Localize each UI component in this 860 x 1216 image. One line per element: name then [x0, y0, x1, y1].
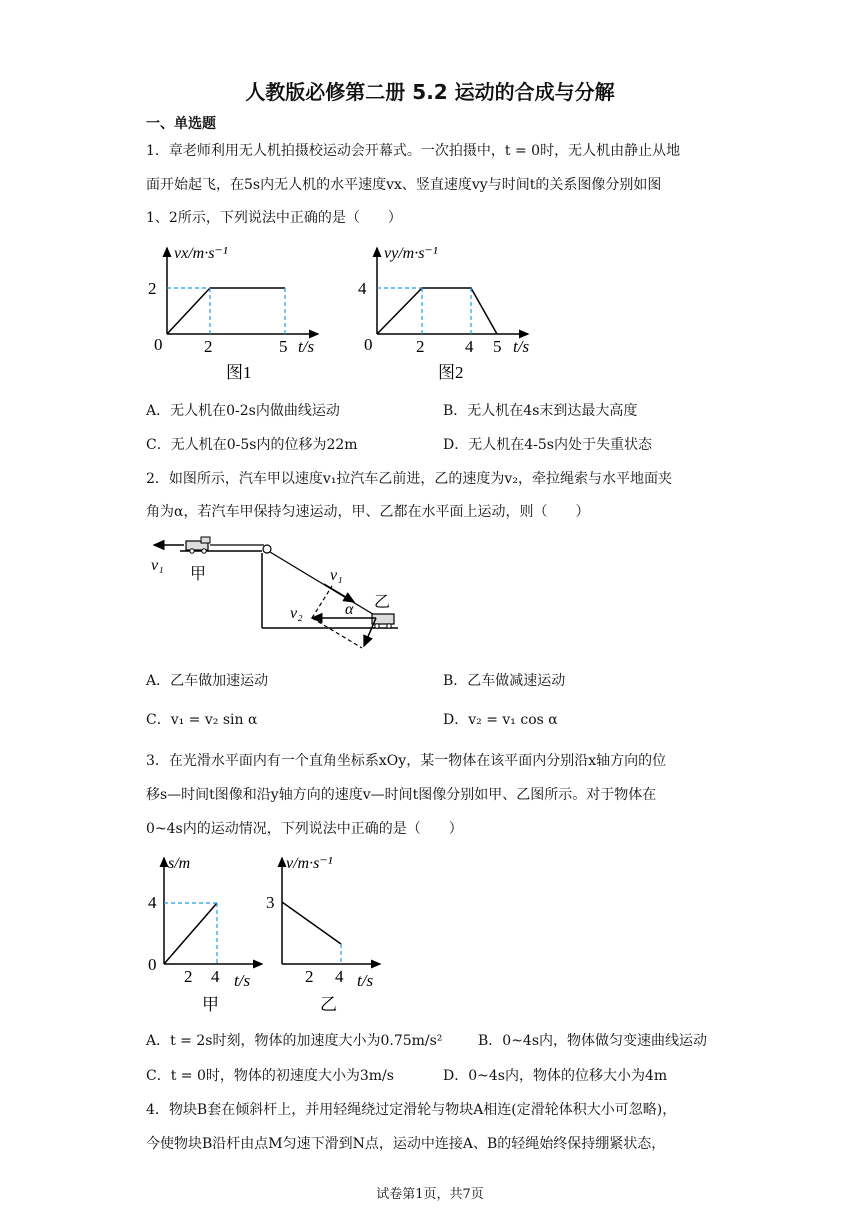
- label-jia: 甲: [190, 566, 207, 583]
- car-jia-wheel: [190, 549, 194, 553]
- q2-option-a: A．乙车做加速运动: [146, 673, 269, 689]
- q2-line-2: 角为α，若汽车甲保持匀速运动，甲、乙都在水平面上运动，则（ ）: [146, 504, 590, 520]
- x-tick: 4: [335, 967, 344, 986]
- label-alpha: α: [345, 601, 354, 618]
- q4-line-1: 4．物块B套在倾斜杆上，并用轻绳绕过定滑轮与物块A相连(定滑轮体积大小可忽略)，: [146, 1102, 677, 1118]
- perpendicular-arrow: [364, 618, 376, 646]
- rope-slanted: [270, 552, 376, 616]
- q3-figure-jia: [140, 850, 270, 1016]
- q2-option-b: B．乙车做减速运动: [443, 673, 566, 689]
- page-footer: 试卷第1页，共7页: [376, 1187, 484, 1202]
- label-v2: v₂: [290, 605, 303, 622]
- y-tick: 4: [148, 893, 157, 912]
- x-tick: 4: [211, 967, 220, 986]
- q1-line-2: 面开始起飞，在5s内无人机的水平速度vx、竖直速度vy与时间t的关系图像分别如图: [146, 177, 662, 193]
- figure-caption: 图2: [438, 363, 464, 382]
- figure-caption: 图1: [226, 363, 252, 382]
- origin-label: 0: [364, 335, 373, 354]
- q3-line-3: 0~4s内的运动情况，下列说法中正确的是（ ）: [146, 821, 463, 837]
- origin-label: 0: [154, 335, 163, 354]
- q1-line-1: 1．章老师利用无人机拍摄校运动会开幕式。一次拍摄中，t = 0时，无人机由静止从地: [146, 143, 681, 159]
- x-axis-label: t/s: [298, 337, 315, 356]
- x-tick: 2: [305, 967, 314, 986]
- component-dash: [312, 618, 362, 648]
- page-title: 人教版必修第二册 5.2 运动的合成与分解: [245, 80, 615, 104]
- s-line: [164, 903, 217, 964]
- vx-line: [167, 288, 285, 334]
- x-axis-label: t/s: [513, 337, 530, 356]
- section-heading: 一、单选题: [146, 116, 216, 132]
- q1-option-d: D．无人机在4-5s内处于失重状态: [443, 437, 652, 453]
- q3-option-d: D．0~4s内，物体的位移大小为4m: [443, 1068, 668, 1084]
- car-yi-wheel: [387, 624, 391, 628]
- q2-line-1: 2．如图所示，汽车甲以速度v₁拉汽车乙前进，乙的速度为v₂，牵拉绳索与水平地面夹: [146, 471, 672, 487]
- y-axis-label: vy/m·s⁻¹: [384, 245, 438, 262]
- q3-figure-yi: [262, 850, 392, 1016]
- label-v1-rope: v₁: [330, 567, 343, 584]
- q1-option-b: B．无人机在4s末到达最大高度: [443, 403, 638, 419]
- q1-figure-1: [140, 238, 340, 386]
- car-jia-cab: [201, 537, 210, 543]
- q3-line-1: 3．在光滑水平面内有一个直角坐标系xOy，某一物体在该平面内分别沿x轴方向的位: [146, 753, 667, 769]
- component-dash: [312, 586, 332, 618]
- y-tick: 2: [148, 279, 157, 298]
- x-tick: 5: [493, 337, 502, 356]
- q3-option-c: C．t = 0时，物体的初速度大小为3m/s: [146, 1068, 394, 1084]
- v-line: [282, 902, 341, 944]
- figure-caption: 乙: [320, 995, 337, 1014]
- q3-option-a: A．t = 2s时刻，物体的加速度大小为0.75m/s²: [146, 1033, 443, 1049]
- figure-caption: 甲: [202, 995, 219, 1014]
- y-axis-label: s/m: [168, 855, 191, 872]
- x-tick: 4: [465, 337, 474, 356]
- q3-option-b: B．0~4s内，物体做匀变速曲线运动: [478, 1033, 708, 1049]
- car-yi-wheel: [375, 624, 379, 628]
- q3-line-2: 移s—时间t图像和沿y轴方向的速度v—时间t图像分别如甲、乙图所示。对于物体在: [146, 787, 657, 803]
- q1-figure-2: [350, 238, 550, 386]
- car-jia-wheel: [202, 549, 206, 553]
- q1-option-c: C．无人机在0-5s内的位移为22m: [146, 437, 358, 453]
- x-axis-label: t/s: [234, 971, 251, 990]
- x-tick: 5: [279, 337, 288, 356]
- pulley-icon: [263, 545, 271, 553]
- q2-figure: [140, 530, 410, 658]
- y-tick: 4: [358, 279, 367, 298]
- q4-line-2: 今使物块B沿杆由点M匀速下滑到N点，运动中连接A、B的轻绳始终保持绷紧状态，: [146, 1136, 666, 1152]
- vy-line: [377, 288, 497, 334]
- label-v1: v₁: [151, 557, 164, 574]
- x-tick: 2: [204, 337, 213, 356]
- x-tick: 2: [416, 337, 425, 356]
- x-tick: 2: [184, 967, 193, 986]
- label-yi: 乙: [374, 594, 391, 611]
- origin-label: 0: [148, 955, 157, 974]
- y-axis-label: v/m·s⁻¹: [286, 855, 333, 872]
- y-tick: 3: [266, 893, 275, 912]
- v1-rope-arrow: [324, 584, 354, 602]
- x-axis-label: t/s: [357, 971, 374, 990]
- y-axis-label: vx/m·s⁻¹: [174, 245, 228, 262]
- q2-option-c: C．v₁ = v₂ sin α: [146, 712, 258, 728]
- q1-line-3: 1、2所示，下列说法中正确的是（ ）: [146, 210, 402, 226]
- q1-option-a: A．无人机在0-2s内做曲线运动: [146, 403, 340, 419]
- q2-option-d: D．v₂ = v₁ cos α: [443, 712, 558, 728]
